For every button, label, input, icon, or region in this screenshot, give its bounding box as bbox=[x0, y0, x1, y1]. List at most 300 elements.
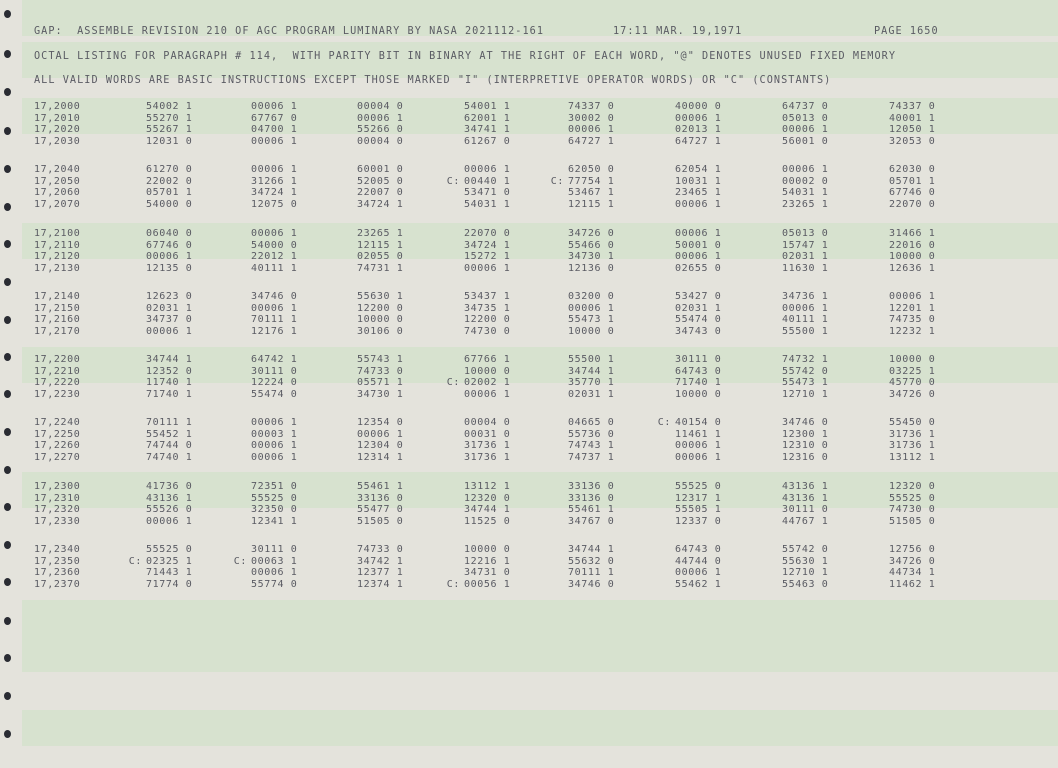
octal-word: 74740 1 bbox=[146, 451, 193, 463]
octal-word-cell bbox=[464, 124, 510, 135]
octal-word: 74733 0 bbox=[357, 544, 404, 555]
octal-word-cell bbox=[251, 389, 297, 400]
octal-word: 62050 0 bbox=[568, 164, 615, 175]
octal-word-cell bbox=[146, 291, 192, 302]
octal-word-cell bbox=[782, 440, 828, 451]
octal-word-cell bbox=[251, 516, 297, 527]
octal-word-cell bbox=[146, 314, 192, 325]
octal-word: 22002 0 bbox=[146, 175, 193, 187]
octal-word-cell bbox=[675, 567, 721, 578]
octal-word-cell bbox=[128, 555, 193, 567]
octal-word: 55630 1 bbox=[782, 555, 829, 567]
memory-address: 17,2250 bbox=[34, 428, 81, 440]
octal-word: 00006 1 bbox=[251, 101, 298, 112]
listing-row bbox=[0, 124, 1058, 135]
octal-word-cell bbox=[782, 326, 828, 337]
octal-word-cell bbox=[251, 440, 297, 451]
octal-word-cell bbox=[251, 429, 297, 440]
octal-word: 00002 0 bbox=[782, 175, 829, 187]
octal-word: 12310 0 bbox=[782, 440, 829, 451]
octal-word-cell bbox=[357, 240, 403, 251]
octal-word: 34731 0 bbox=[464, 567, 511, 578]
octal-word: 55450 0 bbox=[889, 417, 936, 428]
octal-word: 74732 1 bbox=[782, 354, 829, 365]
octal-word: 00006 1 bbox=[675, 198, 722, 210]
octal-word-cell bbox=[889, 354, 935, 365]
octal-word-cell bbox=[251, 263, 297, 274]
octal-word-cell bbox=[568, 164, 614, 175]
octal-word-cell bbox=[357, 516, 403, 527]
octal-word-cell bbox=[675, 228, 721, 239]
octal-word-cell bbox=[568, 263, 614, 274]
octal-word-cell bbox=[464, 429, 510, 440]
octal-word: 55742 0 bbox=[782, 544, 829, 555]
octal-word: 22070 0 bbox=[464, 228, 511, 239]
octal-word-cell bbox=[675, 429, 721, 440]
octal-word-cell bbox=[889, 187, 935, 198]
octal-word-cell bbox=[146, 303, 192, 314]
octal-word: 23265 1 bbox=[357, 228, 404, 239]
memory-address: 17,2360 bbox=[34, 567, 81, 578]
octal-word-cell bbox=[568, 493, 614, 504]
memory-address: 17,2340 bbox=[34, 544, 81, 555]
octal-word: 55266 0 bbox=[357, 124, 404, 135]
octal-word: 34737 0 bbox=[146, 314, 193, 325]
octal-word-cell bbox=[357, 567, 403, 578]
octal-word: 00006 1 bbox=[357, 428, 404, 440]
octal-word-cell bbox=[568, 291, 614, 302]
octal-word-cell bbox=[146, 136, 192, 147]
octal-word-cell bbox=[146, 228, 192, 239]
memory-address: 17,2310 bbox=[34, 492, 81, 504]
octal-word: 71443 1 bbox=[146, 567, 193, 578]
octal-word: 34730 1 bbox=[568, 251, 615, 262]
octal-word: 54031 1 bbox=[464, 198, 511, 210]
octal-word-cell bbox=[464, 263, 510, 274]
octal-word-cell bbox=[464, 187, 510, 198]
octal-word: 02055 0 bbox=[357, 251, 404, 262]
octal-word-cell bbox=[782, 544, 828, 555]
octal-word: 03200 0 bbox=[568, 291, 615, 302]
octal-word: 74733 0 bbox=[357, 365, 404, 377]
octal-word-cell bbox=[782, 556, 828, 567]
octal-word: 34735 1 bbox=[464, 302, 511, 314]
octal-word-cell bbox=[568, 124, 614, 135]
octal-word-cell bbox=[550, 175, 615, 187]
memory-address: 17,2100 bbox=[34, 228, 81, 239]
octal-word-cell bbox=[464, 504, 510, 515]
octal-word: 67767 0 bbox=[251, 112, 298, 124]
octal-word: 62054 1 bbox=[675, 164, 722, 175]
octal-word-cell bbox=[251, 544, 297, 555]
octal-word: 55473 1 bbox=[568, 314, 615, 325]
octal-word: 67746 0 bbox=[889, 187, 936, 198]
octal-word: 30002 0 bbox=[568, 112, 615, 124]
octal-word: 00006 1 bbox=[675, 112, 722, 124]
octal-word-cell bbox=[146, 240, 192, 251]
octal-word-cell bbox=[464, 199, 510, 210]
octal-word: 00006 1 bbox=[568, 124, 615, 135]
octal-word-cell bbox=[889, 164, 935, 175]
header-line-1: GAP: ASSEMBLE REVISION 210 OF AGC PROGRAM LUMINARY BY NASA 2021112-161 bbox=[34, 26, 545, 37]
memory-address: 17,2200 bbox=[34, 354, 81, 365]
octal-word-cell bbox=[889, 516, 935, 527]
octal-word-cell bbox=[251, 481, 297, 492]
octal-word: 00063 1 bbox=[251, 555, 298, 567]
octal-word-cell bbox=[146, 567, 192, 578]
octal-word: 02655 0 bbox=[675, 262, 722, 274]
octal-word-cell bbox=[357, 579, 403, 590]
listing-row bbox=[0, 429, 1058, 440]
octal-word-cell bbox=[889, 579, 935, 590]
listing-row bbox=[0, 251, 1058, 262]
octal-word-cell bbox=[568, 440, 614, 451]
octal-word: 74337 0 bbox=[889, 101, 936, 112]
octal-word-cell bbox=[568, 516, 614, 527]
octal-word: 00003 1 bbox=[251, 428, 298, 440]
octal-word: 55525 0 bbox=[146, 544, 193, 555]
octal-word-cell bbox=[464, 240, 510, 251]
octal-word: 32053 0 bbox=[889, 135, 936, 147]
octal-word: 31266 1 bbox=[251, 175, 298, 187]
octal-word: 55526 0 bbox=[146, 504, 193, 515]
octal-word-cell bbox=[782, 303, 828, 314]
octal-word: 51505 0 bbox=[357, 515, 404, 527]
octal-word-cell bbox=[146, 354, 192, 365]
octal-word: 11740 1 bbox=[146, 377, 193, 388]
octal-word-cell bbox=[251, 417, 297, 428]
octal-word-cell bbox=[146, 187, 192, 198]
octal-word: 11461 1 bbox=[675, 428, 722, 440]
octal-word: 12300 1 bbox=[782, 428, 829, 440]
octal-word-cell bbox=[464, 440, 510, 451]
octal-word: 11630 1 bbox=[782, 262, 829, 274]
octal-word: 71740 1 bbox=[675, 377, 722, 388]
listing-row bbox=[0, 291, 1058, 302]
listing-row bbox=[0, 164, 1058, 175]
listing-row bbox=[0, 354, 1058, 365]
octal-word-cell bbox=[357, 354, 403, 365]
octal-word-cell bbox=[464, 366, 510, 377]
octal-word-cell bbox=[464, 228, 510, 239]
feed-hole bbox=[4, 88, 11, 96]
octal-word-cell bbox=[357, 544, 403, 555]
octal-word: 33136 0 bbox=[357, 492, 404, 504]
octal-word-cell bbox=[782, 176, 828, 187]
octal-word: 00006 1 bbox=[251, 302, 298, 314]
octal-word: 00006 1 bbox=[464, 164, 511, 175]
listing-row bbox=[0, 136, 1058, 147]
octal-word: 30111 0 bbox=[251, 544, 298, 555]
octal-word-cell bbox=[568, 228, 614, 239]
octal-word: 00004 0 bbox=[357, 101, 404, 112]
octal-word-cell bbox=[251, 124, 297, 135]
memory-address: 17,2070 bbox=[34, 198, 81, 210]
octal-word: 55632 0 bbox=[568, 555, 615, 567]
octal-word: 61270 0 bbox=[146, 164, 193, 175]
paper-stripe bbox=[22, 636, 1058, 672]
octal-word: 32350 0 bbox=[251, 504, 298, 515]
octal-word-cell bbox=[675, 493, 721, 504]
octal-word: 40000 0 bbox=[675, 101, 722, 112]
octal-word: 15272 1 bbox=[464, 251, 511, 262]
octal-word-cell bbox=[464, 164, 510, 175]
octal-word: 53437 1 bbox=[464, 291, 511, 302]
octal-word-cell bbox=[146, 516, 192, 527]
octal-word: 55461 1 bbox=[568, 504, 615, 515]
octal-word-cell bbox=[251, 567, 297, 578]
octal-word: 30106 0 bbox=[357, 325, 404, 337]
octal-word-cell bbox=[233, 555, 298, 567]
memory-address: 17,2240 bbox=[34, 417, 81, 428]
octal-word-cell bbox=[464, 516, 510, 527]
octal-word: 64737 0 bbox=[782, 101, 829, 112]
octal-word-cell bbox=[146, 481, 192, 492]
octal-word: 50001 0 bbox=[675, 239, 722, 251]
listing-row bbox=[0, 113, 1058, 124]
octal-word: 22012 1 bbox=[251, 251, 298, 262]
octal-word-cell bbox=[889, 314, 935, 325]
octal-word-cell bbox=[357, 228, 403, 239]
octal-word-cell bbox=[464, 567, 510, 578]
octal-word-cell bbox=[889, 556, 935, 567]
memory-address: 17,2210 bbox=[34, 365, 81, 377]
octal-word: 04665 0 bbox=[568, 417, 615, 428]
octal-word-cell bbox=[146, 440, 192, 451]
header-timestamp: 17:11 MAR. 19,1971 bbox=[613, 26, 743, 37]
octal-word-cell bbox=[568, 303, 614, 314]
octal-word: 55500 1 bbox=[782, 325, 829, 337]
listing-row bbox=[0, 199, 1058, 210]
listing-row bbox=[0, 504, 1058, 515]
octal-word-cell bbox=[357, 366, 403, 377]
octal-word: 64742 1 bbox=[251, 354, 298, 365]
memory-address: 17,2230 bbox=[34, 388, 81, 400]
octal-word-cell bbox=[146, 199, 192, 210]
octal-word: 71740 1 bbox=[146, 388, 193, 400]
octal-word-cell bbox=[889, 240, 935, 251]
octal-word: 44767 1 bbox=[782, 515, 829, 527]
octal-word-cell bbox=[146, 429, 192, 440]
octal-word: 55461 1 bbox=[357, 481, 404, 492]
octal-word-cell bbox=[146, 251, 192, 262]
octal-word: 12377 1 bbox=[357, 567, 404, 578]
octal-word: 67746 0 bbox=[146, 239, 193, 251]
octal-word-cell bbox=[568, 389, 614, 400]
octal-word-cell bbox=[146, 493, 192, 504]
octal-word: 70111 1 bbox=[146, 417, 193, 428]
octal-word: 52005 0 bbox=[357, 175, 404, 187]
octal-word-cell bbox=[568, 429, 614, 440]
octal-word: 34744 1 bbox=[146, 354, 193, 365]
octal-word: 12316 0 bbox=[782, 451, 829, 463]
octal-word: 31736 1 bbox=[889, 440, 936, 451]
octal-word-cell bbox=[889, 263, 935, 274]
octal-word-cell bbox=[782, 504, 828, 515]
octal-word-cell bbox=[357, 452, 403, 463]
octal-word-cell bbox=[675, 251, 721, 262]
octal-word-cell bbox=[568, 187, 614, 198]
octal-word-cell bbox=[889, 199, 935, 210]
feed-hole bbox=[4, 654, 11, 662]
octal-word: 54031 1 bbox=[782, 187, 829, 198]
octal-word-cell bbox=[251, 354, 297, 365]
octal-word: 34767 0 bbox=[568, 515, 615, 527]
listing-row bbox=[0, 493, 1058, 504]
octal-word: 10000 0 bbox=[464, 365, 511, 377]
octal-word: 34746 0 bbox=[782, 417, 829, 428]
octal-word-cell bbox=[675, 314, 721, 325]
octal-word-cell bbox=[782, 481, 828, 492]
octal-word-cell bbox=[446, 578, 511, 590]
octal-word-cell bbox=[146, 263, 192, 274]
octal-word-cell bbox=[675, 113, 721, 124]
octal-word: 12075 0 bbox=[251, 198, 298, 210]
octal-word: 43136 1 bbox=[782, 492, 829, 504]
octal-word: 31736 1 bbox=[889, 428, 936, 440]
octal-word-cell bbox=[675, 187, 721, 198]
memory-address: 17,2000 bbox=[34, 101, 81, 112]
constant-marker: C: bbox=[446, 175, 460, 187]
octal-word: 30111 0 bbox=[675, 354, 722, 365]
constant-marker: C: bbox=[128, 555, 142, 567]
octal-word-cell bbox=[251, 164, 297, 175]
octal-word: 12224 0 bbox=[251, 377, 298, 388]
octal-word: 34726 0 bbox=[889, 388, 936, 400]
octal-word-cell bbox=[357, 199, 403, 210]
octal-word-cell bbox=[657, 417, 722, 428]
octal-word-cell bbox=[889, 440, 935, 451]
octal-word-cell bbox=[675, 240, 721, 251]
octal-word-cell bbox=[464, 251, 510, 262]
octal-word: 00031 0 bbox=[464, 428, 511, 440]
octal-word-cell bbox=[357, 314, 403, 325]
octal-word: 00006 1 bbox=[357, 112, 404, 124]
listing-row bbox=[0, 440, 1058, 451]
octal-word-cell bbox=[782, 417, 828, 428]
memory-address: 17,2300 bbox=[34, 481, 81, 492]
octal-word-cell bbox=[782, 452, 828, 463]
memory-address: 17,2130 bbox=[34, 262, 81, 274]
listing-row bbox=[0, 303, 1058, 314]
octal-word-cell bbox=[889, 429, 935, 440]
octal-word: 62030 0 bbox=[889, 164, 936, 175]
octal-word-cell bbox=[675, 303, 721, 314]
octal-word-cell bbox=[782, 516, 828, 527]
octal-word-cell bbox=[782, 164, 828, 175]
octal-word-cell bbox=[568, 567, 614, 578]
octal-word: 00006 1 bbox=[889, 291, 936, 302]
octal-word: 54000 0 bbox=[251, 239, 298, 251]
octal-word: 67766 1 bbox=[464, 354, 511, 365]
octal-word-cell bbox=[889, 567, 935, 578]
memory-address: 17,2010 bbox=[34, 112, 81, 124]
octal-word: 62001 1 bbox=[464, 112, 511, 124]
memory-address: 17,2350 bbox=[34, 555, 81, 567]
octal-word: 54000 0 bbox=[146, 198, 193, 210]
octal-word: 05013 0 bbox=[782, 112, 829, 124]
octal-word: 54002 1 bbox=[146, 101, 193, 112]
octal-word: 77754 1 bbox=[568, 175, 615, 187]
octal-word: 35770 1 bbox=[568, 377, 615, 388]
octal-word-cell bbox=[146, 417, 192, 428]
octal-word: 00004 0 bbox=[464, 417, 511, 428]
octal-word-cell bbox=[146, 326, 192, 337]
listing-row bbox=[0, 556, 1058, 567]
octal-word-cell bbox=[782, 136, 828, 147]
octal-word-cell bbox=[464, 481, 510, 492]
octal-word-cell bbox=[357, 417, 403, 428]
octal-word: 55500 1 bbox=[568, 354, 615, 365]
octal-word-cell bbox=[464, 101, 510, 112]
octal-word: 55477 0 bbox=[357, 504, 404, 515]
octal-word: 30111 0 bbox=[782, 504, 829, 515]
octal-word: 31736 1 bbox=[464, 440, 511, 451]
octal-word: 44734 1 bbox=[889, 567, 936, 578]
memory-address: 17,2120 bbox=[34, 251, 81, 262]
octal-word: 12200 0 bbox=[357, 302, 404, 314]
octal-word: 12232 1 bbox=[889, 325, 936, 337]
octal-word: 10000 0 bbox=[464, 544, 511, 555]
octal-word-cell bbox=[357, 389, 403, 400]
octal-word: 12115 1 bbox=[568, 198, 615, 210]
octal-word-cell bbox=[464, 291, 510, 302]
listing-row bbox=[0, 263, 1058, 274]
octal-word-cell bbox=[464, 417, 510, 428]
octal-word: 12031 0 bbox=[146, 135, 193, 147]
feed-hole bbox=[4, 730, 11, 738]
listing-row bbox=[0, 314, 1058, 325]
octal-word-cell bbox=[251, 176, 297, 187]
octal-word-cell bbox=[464, 303, 510, 314]
octal-word: 23265 1 bbox=[782, 198, 829, 210]
memory-address: 17,2160 bbox=[34, 314, 81, 325]
octal-word: 34724 1 bbox=[464, 239, 511, 251]
octal-word-cell bbox=[782, 263, 828, 274]
octal-word-cell bbox=[675, 440, 721, 451]
octal-word-cell bbox=[251, 579, 297, 590]
octal-word: 00006 1 bbox=[782, 124, 829, 135]
octal-word-cell bbox=[889, 251, 935, 262]
octal-word: 30111 0 bbox=[251, 365, 298, 377]
octal-word-cell bbox=[357, 187, 403, 198]
octal-word: 12710 1 bbox=[782, 567, 829, 578]
octal-word: 55743 1 bbox=[357, 354, 404, 365]
octal-word-cell bbox=[782, 199, 828, 210]
octal-word-cell bbox=[464, 544, 510, 555]
octal-word: 64743 0 bbox=[675, 544, 722, 555]
octal-word: 34741 1 bbox=[464, 124, 511, 135]
octal-word: 55774 0 bbox=[251, 578, 298, 590]
octal-word: 12756 0 bbox=[889, 544, 936, 555]
feed-hole bbox=[4, 617, 11, 625]
octal-word-cell bbox=[675, 124, 721, 135]
octal-word: 00006 1 bbox=[251, 135, 298, 147]
octal-word: 12216 1 bbox=[464, 555, 511, 567]
octal-word: 10000 0 bbox=[675, 388, 722, 400]
octal-word: 44744 0 bbox=[675, 555, 722, 567]
memory-address: 17,2270 bbox=[34, 451, 81, 463]
octal-word-cell bbox=[251, 199, 297, 210]
octal-word: 00006 1 bbox=[568, 302, 615, 314]
octal-word: 02013 1 bbox=[675, 124, 722, 135]
octal-word: 12136 0 bbox=[568, 262, 615, 274]
octal-word: 12115 1 bbox=[357, 239, 404, 251]
octal-word-cell bbox=[357, 440, 403, 451]
octal-word-cell bbox=[146, 389, 192, 400]
octal-word: 22070 0 bbox=[889, 198, 936, 210]
listing-row bbox=[0, 516, 1058, 527]
